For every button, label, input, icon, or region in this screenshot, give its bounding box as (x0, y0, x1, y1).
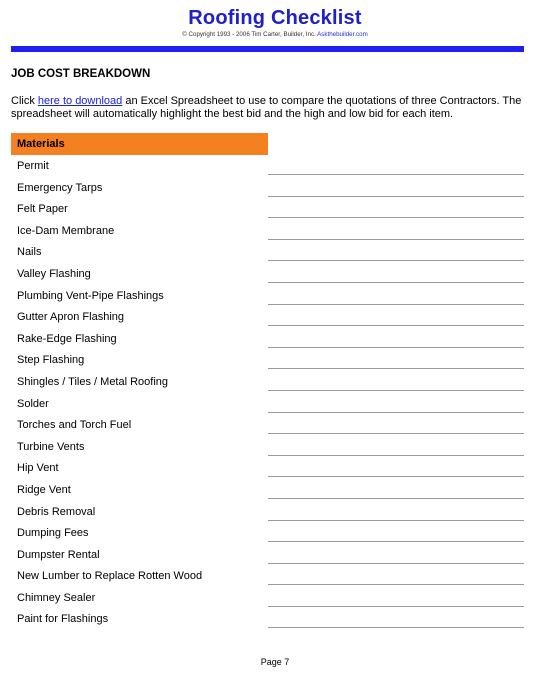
cost-entry-line[interactable] (268, 476, 524, 477)
list-item (0, 286, 550, 308)
list-item (0, 178, 550, 200)
list-item (0, 264, 550, 286)
cost-entry-line[interactable] (268, 390, 524, 391)
header-divider-bar (11, 46, 524, 52)
list-item (0, 307, 550, 329)
material-item-label: Permit (17, 160, 49, 172)
cost-entry-line[interactable] (268, 325, 524, 326)
cost-entry-line[interactable] (268, 368, 524, 369)
copyright-line (0, 31, 550, 38)
download-spreadsheet-link[interactable]: here to download (37, 95, 123, 107)
list-item (0, 372, 550, 394)
list-item (0, 502, 550, 524)
materials-list (0, 156, 550, 631)
material-item-label: Emergency Tarps (17, 181, 103, 194)
cost-entry-line[interactable] (268, 541, 524, 542)
material-item-label: Dumping Fees (17, 527, 89, 540)
material-item-label: Rake-Edge Flashing (17, 332, 117, 345)
page-title: Roofing Checklist (188, 7, 362, 29)
list-item (0, 545, 550, 567)
list-item (0, 480, 550, 502)
cost-entry-line[interactable] (268, 239, 524, 240)
material-item-label: Plumbing Vent-Pipe Flashings (17, 289, 164, 302)
material-item-label: Shingles / Tiles / Metal Roofing (17, 375, 169, 388)
material-item-label: New Lumber to Replace Rotten Wood (17, 570, 203, 583)
list-item (0, 394, 550, 416)
material-item-label: Nails (17, 246, 42, 259)
cost-entry-line[interactable] (268, 282, 524, 283)
list-item (0, 156, 550, 178)
material-item-label: Ridge Vent (17, 483, 71, 496)
intro-text-after-link: an Excel Spreadsheet to use to compare the quotations of three Contractors. The spreadsheet will automatically highlight the best bid and the high and low bid for each item. (11, 95, 522, 120)
cost-entry-line[interactable] (268, 260, 524, 261)
cost-entry-line[interactable] (268, 498, 524, 499)
material-item-label: Debris Removal (17, 505, 96, 518)
cost-entry-line[interactable] (268, 304, 524, 305)
materials-header: Materials (11, 133, 268, 155)
cost-entry-line[interactable] (268, 627, 524, 628)
list-item (0, 523, 550, 545)
copyright-text: © Copyright 1993 - 2006 Tim Carter, Builder, Inc. (182, 31, 316, 38)
cost-entry-line[interactable] (268, 433, 524, 434)
list-item (0, 329, 550, 351)
cost-entry-line[interactable] (268, 563, 524, 564)
material-item-label: Felt Paper (17, 203, 68, 216)
list-item (0, 437, 550, 459)
material-item-label: Chimney Sealer (17, 591, 96, 604)
list-item (0, 609, 550, 631)
material-item-label: Gutter Apron Flashing (17, 311, 125, 324)
material-item-label: Step Flashing (17, 354, 85, 367)
cost-entry-line[interactable] (268, 217, 524, 218)
cost-entry-line[interactable] (268, 520, 524, 521)
intro-text-before-link: Click (11, 95, 38, 107)
cost-entry-line[interactable] (268, 606, 524, 607)
cost-entry-line[interactable] (268, 455, 524, 456)
material-item-label: Torches and Torch Fuel (17, 419, 132, 432)
cost-entry-line[interactable] (268, 347, 524, 348)
website-link[interactable]: Askthebuilder.com (317, 31, 368, 38)
material-item-label: Paint for Flashings (17, 613, 109, 626)
list-item (0, 350, 550, 372)
material-item-label: Hip Vent (17, 462, 59, 475)
list-item (0, 566, 550, 588)
list-item (0, 415, 550, 437)
cost-entry-line[interactable] (268, 174, 524, 175)
material-item-label: Solder (17, 397, 49, 410)
material-item-label: Dumpster Rental (17, 548, 100, 561)
material-item-label: Valley Flashing (17, 267, 91, 280)
cost-entry-line[interactable] (268, 412, 524, 413)
section-heading: JOB COST BREAKDOWN (11, 68, 151, 80)
page-number: Page 7 (260, 657, 290, 667)
material-item-label: Turbine Vents (17, 440, 85, 453)
cost-entry-line[interactable] (268, 196, 524, 197)
list-item (0, 242, 550, 264)
intro-paragraph (11, 95, 531, 121)
cost-entry-line[interactable] (268, 584, 524, 585)
list-item (0, 221, 550, 243)
list-item (0, 458, 550, 480)
list-item (0, 588, 550, 610)
list-item (0, 199, 550, 221)
material-item-label: Ice-Dam Membrane (17, 224, 115, 237)
